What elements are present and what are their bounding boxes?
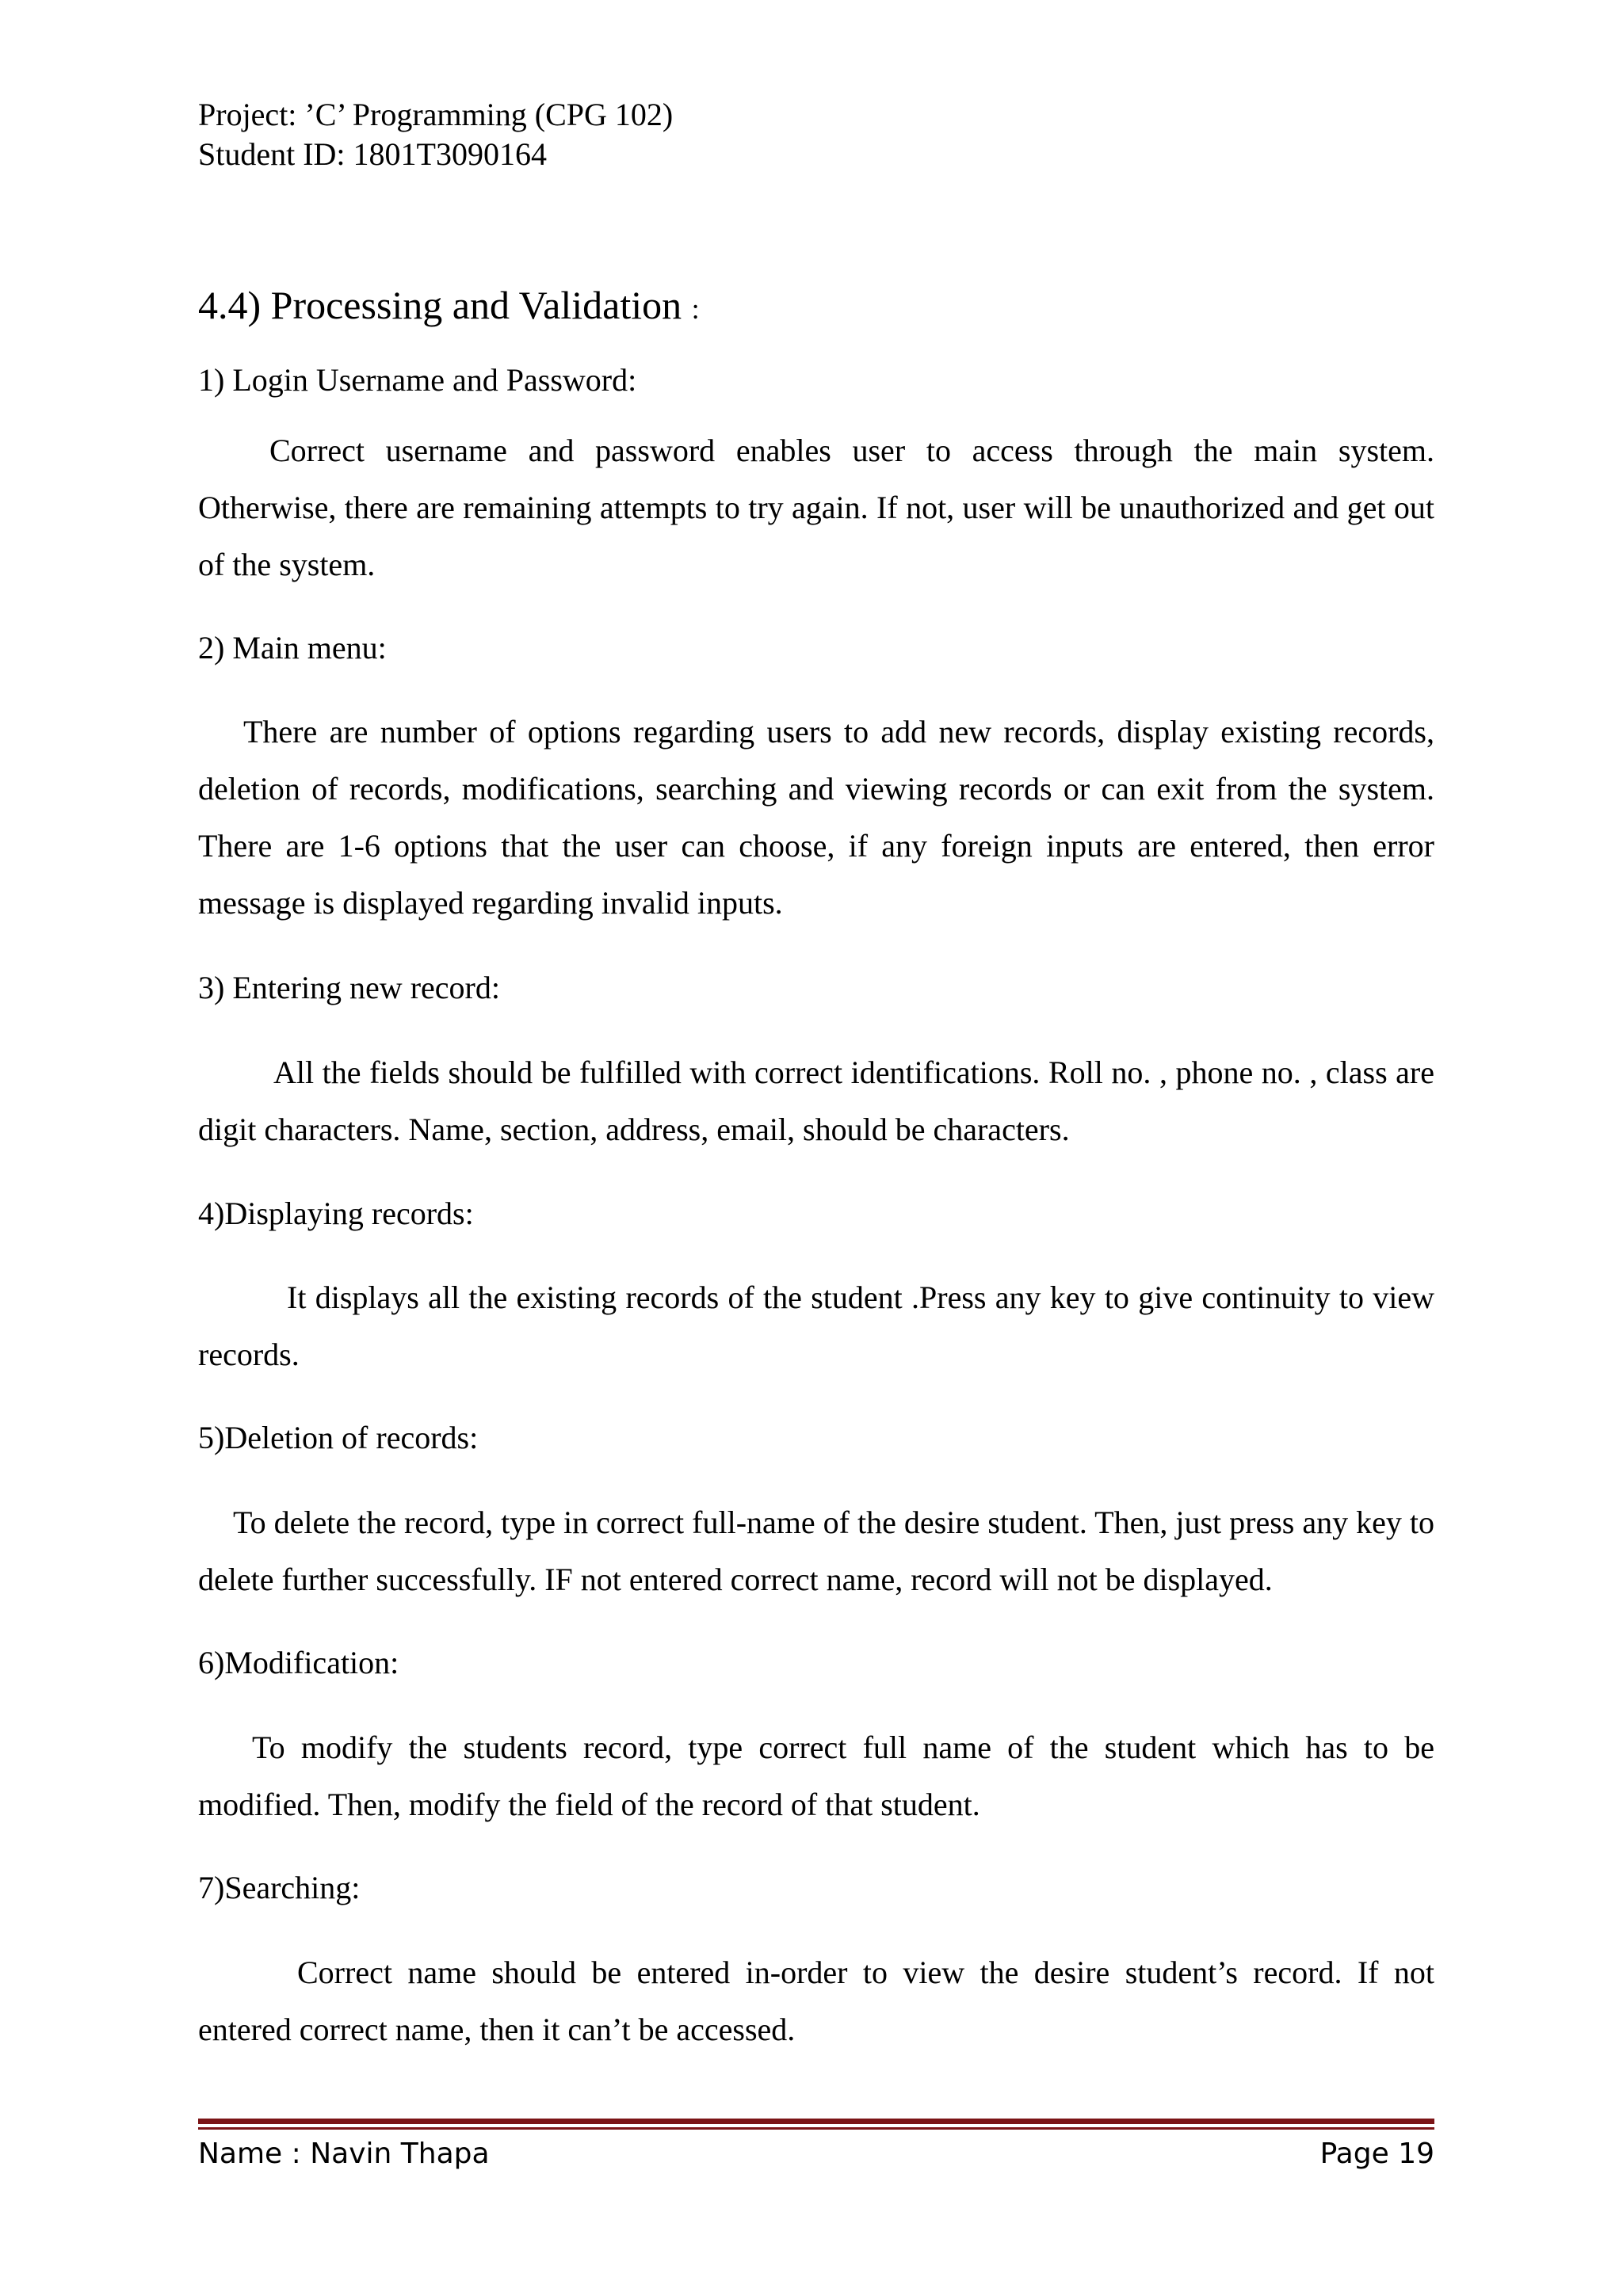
new-record-heading: 3) Entering new record: — [198, 970, 500, 1005]
document-page — [198, 0, 1434, 2296]
footer-page-number: Page 19 — [1319, 2138, 1434, 2170]
modification-paragraph: To modify the students record, type correct full name of the student which has to be modified. Then, modify the field of the record of that student. — [198, 1730, 1434, 1822]
main-menu-paragraph: There are number of options regarding users to add new records, display existing records, deletion of records, modifications, searching and viewing records or can exit from the system. There are 1-6 options that the user can choose, if any foreign inputs are entered, then error message is displayed regarding invalid inputs. — [198, 714, 1434, 921]
footer-rule-thin — [198, 2127, 1434, 2130]
searching-heading: 7)Searching: — [198, 1870, 361, 1905]
login-heading: 1) Login Username and Password: — [198, 362, 637, 398]
displaying-paragraph: It displays all the existing records of the student .Press any key to give continuity to view records. — [198, 1280, 1434, 1372]
deletion-heading: 5)Deletion of records: — [198, 1420, 479, 1455]
page-header — [198, 95, 673, 174]
section-title-colon: : — [691, 293, 700, 325]
new-record-paragraph: All the fields should be fulfilled with correct identifications. Roll no. , phone no. , class are digit characters. Name, section, address, email, should be characters. — [198, 1055, 1434, 1147]
modification-heading: 6)Modification: — [198, 1645, 399, 1680]
deletion-paragraph: To delete the record, type in correct full-name of the desire student. Then, just press any key to delete further successfully. IF not entered correct name, record will not be displayed. — [198, 1505, 1434, 1597]
searching-paragraph: Correct name should be entered in-order to view the desire student’s record. If not entered correct name, then it can’t be accessed. — [198, 1955, 1434, 2047]
footer-author-name: Name : Navin Thapa — [198, 2138, 490, 2170]
section-title-text: 4.4) Processing and Validation — [198, 283, 682, 327]
displaying-heading: 4)Displaying records: — [198, 1196, 474, 1231]
main-menu-heading: 2) Main menu: — [198, 630, 387, 666]
section-title — [198, 281, 700, 333]
student-id-line: Student ID: 1801T3090164 — [198, 136, 547, 172]
login-paragraph: Correct username and password enables user to access through the main system. Otherwise, there are remaining attempts to try again. If not, user will be unauthorized and get out of the system. — [198, 433, 1434, 582]
project-line: Project: ’C’ Programming (CPG 102) — [198, 97, 674, 132]
footer-rule-thick — [198, 2119, 1434, 2124]
